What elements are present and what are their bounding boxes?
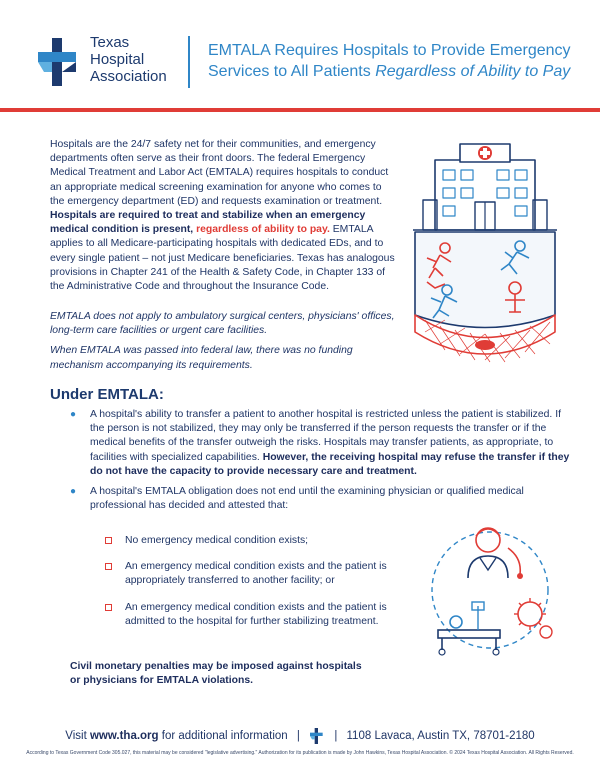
intro-text-1: Hospitals are the 24/7 safety net for their communities, and emergency departments often serve as their front doors. The federal Emergency Medical Treatment and Labor Act (EMTALA) requires hospitals to conduct an appropriate medical screening examination for anyone who comes to the emergency department (ED) and requests examination or treatment. — [50, 139, 389, 207]
footer-visit-pre: Visit — [65, 730, 90, 743]
logo-line-2: Hospital — [90, 51, 145, 68]
square-bullet-icon — [105, 537, 112, 544]
footer-address: 1108 Lavaca, Austin TX, 78701-2180 — [346, 730, 535, 743]
attestation-sub-list — [105, 534, 405, 641]
sub-item — [105, 601, 405, 629]
title-line-2-italic: Regardless of Ability to Pay — [375, 63, 571, 80]
page-footer — [0, 728, 600, 744]
note-funding: When EMTALA was passed into federal law, there was no funding mechanism accompanying its requirements. — [50, 345, 353, 371]
page-title — [208, 40, 588, 82]
sub-item-text: An emergency medical condition exists and the patient is appropriately transferred to another facility; or — [125, 561, 387, 587]
title-line-1: EMTALA Requires Hospitals to Provide Emergency — [208, 42, 571, 59]
hospital-safety-net-illustration — [405, 140, 565, 380]
bullet-transfer-text: A hospital's ability to transfer a patient to another hospital is restricted unless the patient is stabilized. If the person is not stabilized, they may only be transferred if the person requests the transfer or if the medical benefits of the transfer outweigh the risks. Hospitals may transfer patients, as appropriate, to facilities with specialized capabilities. — [90, 409, 561, 463]
bullet-transfer — [70, 408, 570, 479]
bullet-dot-icon: ● — [70, 486, 77, 498]
title-line-2-plain: Services to All Patients — [208, 63, 376, 80]
sub-item-text: No emergency medical condition exists; — [125, 535, 309, 546]
footer-website-link[interactable]: www.tha.org — [89, 730, 159, 743]
civil-penalty-note: Civil monetary penalties may be imposed against hospitals or physicians for EMTALA violations. — [70, 661, 362, 687]
intro-red-emphasis: regardless of ability to pay. — [196, 224, 330, 236]
legal-disclaimer: According to Texas Government Code 305.027, this material may be considered "legislative advertising." Authorization for its publication is made by John Hawkins, Texas Hospital Association. © 2024 Texas Hospital Association. All Rights Reserved. — [26, 750, 574, 756]
bullet-transfer-bold: However, the receiving hospital may refuse the transfer if they do not have the capacity to provide necessary care and treatment. — [90, 451, 570, 477]
page-header — [0, 0, 600, 110]
header-divider — [188, 36, 190, 88]
italic-notes — [50, 310, 395, 379]
logo-line-1: Texas — [90, 34, 130, 51]
intro-paragraph — [50, 138, 395, 294]
square-bullet-icon — [105, 604, 112, 611]
sub-item-text: An emergency medical condition exists and the patient is admitted to the hospital for further stabilizing treatment. — [125, 601, 387, 627]
square-bullet-icon — [105, 563, 112, 570]
title-line-2 — [208, 61, 588, 82]
logo-line-3: Association — [90, 68, 167, 85]
bullet-obligation — [70, 485, 570, 513]
sub-item — [105, 534, 405, 548]
footer-separator: | — [296, 730, 300, 743]
header-red-rule — [0, 108, 600, 112]
bullet-dot-icon: ● — [70, 409, 77, 420]
bullet-obligation-text: A hospital's EMTALA obligation does not end until the examining physician or qualified medical professional has decided and attested that: — [90, 486, 524, 512]
footer-separator: | — [334, 730, 338, 743]
intro-bold: Hospitals are required to treat and stabilize when an emergency medical condition is present, — [50, 210, 366, 236]
sub-item — [105, 560, 405, 588]
tha-logo-icon — [38, 38, 80, 86]
note-exemptions: EMTALA does not apply to ambulatory surgical centers, physicians' offices, long-term care facilities or urgent care facilities. — [50, 311, 395, 337]
tha-mini-logo-icon — [309, 728, 325, 744]
emtala-bullet-list — [70, 408, 570, 519]
section-title-under-emtala: Under EMTALA: — [50, 386, 164, 403]
intro-text-2: EMTALA applies to all Medicare-participating hospitals with dedicated EDs, and to every single patient – not just Medicare beneficiaries. Texas has analogous provisions in Chapter 241 of the Health & Safety Code, in Chapter 133 of the Administrative Code and throughout the Insurance Code. — [50, 224, 395, 293]
footer-visit-post: for additional information — [158, 730, 288, 743]
doctor-examining-patient-illustration — [418, 518, 568, 658]
logo-wordmark — [90, 34, 167, 85]
